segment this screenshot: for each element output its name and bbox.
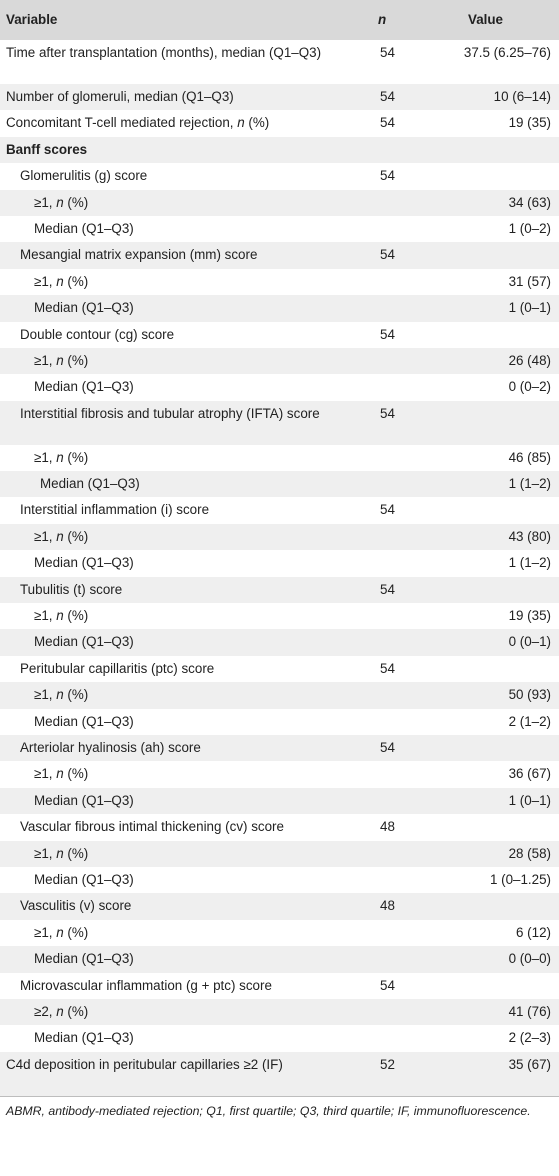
- cell-value: [430, 163, 559, 189]
- cell-variable: ≥2, n (%): [34, 1003, 89, 1019]
- table-row: [0, 999, 559, 1025]
- cell-variable: Median (Q1–Q3): [34, 300, 134, 316]
- cell-variable: Microvascular inflammation (g + ptc) score: [20, 977, 272, 993]
- table-row: [0, 550, 559, 576]
- cell-value: 43 (80): [508, 528, 551, 544]
- table-row: [0, 656, 559, 682]
- cell-n: [370, 709, 430, 735]
- cell-variable: C4d deposition in peritubular capillaries ≥2 (IF): [6, 1056, 283, 1072]
- cell-variable: ≥1, n (%): [34, 352, 89, 368]
- cell-n: [370, 216, 430, 242]
- cell-n: [370, 867, 430, 893]
- cell-value: 26 (48): [508, 352, 551, 368]
- cell-variable: ≥1, n (%): [34, 766, 89, 782]
- cell-n: [370, 374, 430, 400]
- table-row: [0, 163, 559, 189]
- cell-variable: Median (Q1–Q3): [34, 871, 134, 887]
- cell-n: 48: [380, 898, 395, 914]
- cell-n: [370, 269, 430, 295]
- cell-n: [370, 190, 430, 216]
- cell-value: 0 (0–2): [508, 379, 551, 395]
- table-row: [0, 216, 559, 242]
- table-row: [0, 867, 559, 893]
- cell-n: [370, 550, 430, 576]
- table-row: [0, 709, 559, 735]
- cell-value: 1 (0–1): [508, 792, 551, 808]
- cell-n: [370, 841, 430, 867]
- cell-value: [430, 322, 559, 348]
- cell-value: 10 (6–14): [493, 89, 551, 104]
- cell-variable: ≥1, n (%): [34, 687, 89, 703]
- table-row: [0, 40, 559, 84]
- cell-variable: ≥1, n (%): [34, 273, 89, 289]
- table-row: [0, 788, 559, 814]
- cell-variable: Number of glomeruli, median (Q1–Q3): [6, 89, 234, 104]
- cell-variable: Median (Q1–Q3): [34, 1030, 134, 1046]
- table-row: [0, 295, 559, 321]
- cell-value: 37.5 (6.25–76): [463, 45, 551, 60]
- cell-variable: Vasculitis (v) score: [20, 898, 132, 914]
- cell-n: [370, 137, 430, 163]
- cell-n: [370, 348, 430, 374]
- cell-value: 36 (67): [508, 766, 551, 782]
- table-row: [0, 973, 559, 999]
- cell-n: 54: [380, 115, 395, 131]
- table-row: [0, 84, 559, 110]
- table-row: [0, 603, 559, 629]
- table-row: [0, 577, 559, 603]
- cell-value: [430, 242, 559, 268]
- cell-n: 54: [380, 247, 395, 263]
- cell-n: [370, 920, 430, 946]
- cell-value: 41 (76): [508, 1003, 551, 1019]
- cell-value: 1 (0–1.25): [489, 871, 551, 887]
- cell-variable: Double contour (cg) score: [20, 326, 175, 342]
- header-n: n: [378, 12, 387, 27]
- cell-value: 6 (12): [516, 924, 551, 940]
- cell-n: [370, 999, 430, 1025]
- cell-n: 54: [380, 168, 395, 184]
- cell-value: 34 (63): [508, 194, 551, 210]
- cell-n: [370, 946, 430, 972]
- cell-value: 1 (1–2): [508, 555, 551, 571]
- cell-n: 54: [380, 502, 395, 518]
- table-row: [0, 110, 559, 136]
- cell-value: [430, 401, 559, 445]
- cell-value: 1 (0–1): [508, 300, 551, 316]
- cell-value: [430, 577, 559, 603]
- cell-value: [430, 497, 559, 523]
- cell-value: 2 (1–2): [508, 713, 551, 729]
- cell-variable: Median (Q1–Q3): [34, 555, 134, 571]
- cell-variable: ≥1, n (%): [34, 528, 89, 544]
- cell-value: 19 (35): [508, 608, 551, 624]
- table-row: [0, 1025, 559, 1051]
- header-value: Value: [468, 12, 503, 27]
- cell-n: 54: [380, 405, 395, 421]
- cell-n: 48: [380, 819, 395, 835]
- table-row: [0, 497, 559, 523]
- table-row: [0, 137, 559, 163]
- header-variable: Variable: [6, 12, 58, 27]
- table-row: [0, 735, 559, 761]
- cell-variable: Median (Q1–Q3): [34, 634, 134, 650]
- table-row: [0, 629, 559, 655]
- cell-n: [370, 1025, 430, 1051]
- table-body: [0, 40, 559, 1096]
- table-row: [0, 761, 559, 787]
- table-row: [0, 190, 559, 216]
- cell-n: 54: [380, 45, 395, 60]
- table-row: [0, 471, 559, 497]
- cell-value: 2 (2–3): [508, 1030, 551, 1046]
- cell-value: 0 (0–1): [508, 634, 551, 650]
- table-row: [0, 348, 559, 374]
- table-row: [0, 946, 559, 972]
- cell-value: 1 (0–2): [508, 220, 551, 236]
- cell-variable: ≥1, n (%): [34, 845, 89, 861]
- cell-n: 52: [380, 1056, 395, 1072]
- table-row: [0, 322, 559, 348]
- cell-value: [430, 735, 559, 761]
- cell-n: 54: [380, 581, 395, 597]
- cell-n: 54: [380, 660, 395, 676]
- cell-variable: ≥1, n (%): [34, 449, 89, 465]
- cell-variable: Median (Q1–Q3): [34, 713, 134, 729]
- table-row: [0, 401, 559, 445]
- cell-variable: ≥1, n (%): [34, 924, 89, 940]
- cell-value: [430, 137, 559, 163]
- cell-n: [370, 471, 430, 497]
- cell-n: [370, 603, 430, 629]
- table-row: [0, 682, 559, 708]
- cell-variable: Arteriolar hyalinosis (ah) score: [20, 739, 201, 755]
- cell-n: [370, 788, 430, 814]
- table-row: [0, 242, 559, 268]
- cell-n: 54: [380, 326, 395, 342]
- cell-variable: Mesangial matrix expansion (mm) score: [20, 247, 258, 263]
- cell-variable: Interstitial fibrosis and tubular atrophy (IFTA) score: [20, 405, 320, 421]
- cell-value: 50 (93): [508, 687, 551, 703]
- cell-variable: Peritubular capillaritis (ptc) score: [20, 660, 215, 676]
- cell-value: [430, 973, 559, 999]
- cell-value: 19 (35): [508, 115, 551, 131]
- table-row: [0, 841, 559, 867]
- footnote: ABMR, antibody-mediated rejection; Q1, first quartile; Q3, third quartile; IF, immunofluorescence.: [0, 1096, 559, 1120]
- cell-value: 1 (1–2): [508, 476, 551, 492]
- cell-value: [430, 656, 559, 682]
- cell-value: 35 (67): [508, 1056, 551, 1072]
- cell-value: [430, 814, 559, 840]
- table-row: [0, 920, 559, 946]
- cell-variable: Median (Q1–Q3): [40, 476, 140, 492]
- cell-value: 31 (57): [508, 273, 551, 289]
- table-row: [0, 814, 559, 840]
- table-row: [0, 269, 559, 295]
- cell-n: [370, 524, 430, 550]
- cell-n: 54: [380, 739, 395, 755]
- cell-variable: Concomitant T-cell mediated rejection, n (%): [6, 115, 270, 131]
- cell-variable: ≥1, n (%): [34, 194, 89, 210]
- table-row: [0, 1052, 559, 1096]
- cell-n: 54: [380, 977, 395, 993]
- cell-n: [370, 682, 430, 708]
- cell-variable: Median (Q1–Q3): [34, 792, 134, 808]
- cell-variable: Glomerulitis (g) score: [20, 168, 148, 184]
- table-row: [0, 893, 559, 919]
- cell-variable: Median (Q1–Q3): [34, 379, 134, 395]
- cell-variable: Vascular fibrous intimal thickening (cv) score: [20, 819, 284, 835]
- cell-variable: Time after transplantation (months), median (Q1–Q3): [6, 45, 322, 60]
- cell-value: [430, 893, 559, 919]
- table-row: [0, 374, 559, 400]
- cell-variable: ≥1, n (%): [34, 608, 89, 624]
- cell-value: 28 (58): [508, 845, 551, 861]
- table-row: [0, 445, 559, 471]
- cell-variable: Tubulitis (t) score: [20, 581, 123, 597]
- cell-variable: Median (Q1–Q3): [34, 951, 134, 967]
- cell-variable: Banff scores: [6, 141, 88, 157]
- table-row: [0, 524, 559, 550]
- cell-variable: Interstitial inflammation (i) score: [20, 502, 210, 518]
- cell-variable: Median (Q1–Q3): [34, 220, 134, 236]
- cell-n: [370, 761, 430, 787]
- cell-n: [370, 445, 430, 471]
- cell-value: 46 (85): [508, 449, 551, 465]
- cell-value: 0 (0–0): [508, 951, 551, 967]
- cell-n: [370, 629, 430, 655]
- header-row: [0, 0, 559, 40]
- cell-n: [370, 295, 430, 321]
- cell-n: 54: [380, 89, 395, 104]
